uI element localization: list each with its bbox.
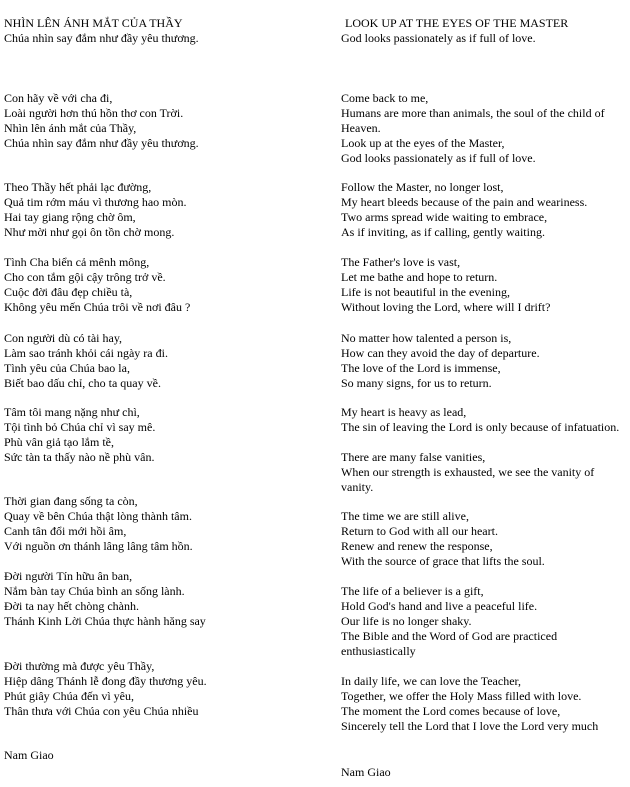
poem-line: Phù vân giả tạo lắm tề, bbox=[4, 435, 114, 449]
poem-line: Không yêu mến Chúa trôi về nơi đâu ? bbox=[4, 300, 191, 314]
poem-line: In daily life, we can love the Teacher, bbox=[341, 674, 522, 688]
poem-line: Tình yêu của Chúa bao la, bbox=[4, 361, 130, 375]
poem-line: No matter how talented a person is, bbox=[341, 331, 512, 345]
poem-line: Our life is no longer shaky. bbox=[341, 614, 472, 628]
poem-line: The time we are still alive, bbox=[341, 509, 469, 523]
poem-line: Sincerely tell the Lord that I love the Lord very much bbox=[341, 719, 599, 733]
poem-line: Chúa nhìn say đắm như đầy yêu thương. bbox=[4, 136, 199, 150]
poem-line: Look up at the eyes of the Master, bbox=[341, 136, 505, 150]
poem-line: As if inviting, as if calling, gently waiting. bbox=[341, 225, 545, 239]
poem-line: God looks passionately as if full of love. bbox=[341, 151, 536, 165]
poem-line: Đời người Tín hữu ân ban, bbox=[4, 569, 133, 583]
poem-line: Phút giây Chúa đến vì yêu, bbox=[4, 689, 134, 703]
poem-line: Con người dù có tài hay, bbox=[4, 331, 123, 345]
poem-line: When our strength is exhausted, we see the vanity of vanity. bbox=[341, 465, 595, 494]
poem-line: Canh tân đổi mới hồi âm, bbox=[4, 524, 127, 538]
poem-subtitle: God looks passionately as if full of love. bbox=[341, 31, 536, 45]
poem-line: The Bible and the Word of God are practiced enthusiastically bbox=[341, 629, 558, 658]
poem-line: Without loving the Lord, where will I drift? bbox=[341, 300, 551, 314]
poem-line: Con hãy về với cha đi, bbox=[4, 91, 113, 105]
poem-line: Together, we offer the Holy Mass filled with love. bbox=[341, 689, 582, 703]
poem-author: Nam Giao bbox=[341, 765, 391, 779]
poem-line: Cuộc đời đâu đẹp chiều tà, bbox=[4, 285, 133, 299]
poem-line: Sức tàn ta thấy nào nề phù vân. bbox=[4, 450, 155, 464]
english-poem-column bbox=[341, 0, 627, 787]
poem-line: Tội tình bỏ Chúa chỉ vì say mê. bbox=[4, 420, 156, 434]
poem-line: My heart bleeds because of the pain and weariness. bbox=[341, 195, 588, 209]
poem-line: Thánh Kinh Lời Chúa thực hành hăng say bbox=[4, 614, 206, 628]
poem-line: With the source of grace that lifts the soul. bbox=[341, 554, 545, 568]
poem-line: Đời thường mà được yêu Thầy, bbox=[4, 659, 155, 673]
poem-line: Come back to me, bbox=[341, 91, 429, 105]
poem-title: NHÌN LÊN ÁNH MẮT CỦA THẦY bbox=[4, 16, 183, 30]
poem-line: Như mời như gọi ôn tồn chờ mong. bbox=[4, 225, 175, 239]
poem-line: So many signs, for us to return. bbox=[341, 376, 492, 390]
poem-line: Renew and renew the response, bbox=[341, 539, 493, 553]
poem-author: Nam Giao bbox=[4, 748, 54, 762]
poem-line: Cho con tắm gội cậy trông trở về. bbox=[4, 270, 166, 284]
poem-line: There are many false vanities, bbox=[341, 450, 486, 464]
poem-line: Quay về bên Chúa thật lòng thành tâm. bbox=[4, 509, 192, 523]
poem-line: The love of the Lord is immense, bbox=[341, 361, 501, 375]
poem-line: Biết bao dấu chỉ, cho ta quay về. bbox=[4, 376, 161, 390]
poem-line: Life is not beautiful in the evening, bbox=[341, 285, 510, 299]
poem-line: The life of a believer is a gift, bbox=[341, 584, 484, 598]
poem-line: Theo Thầy hết phải lạc đường, bbox=[4, 180, 152, 194]
poem-line: Hiệp dâng Thánh lễ đong đầy thương yêu. bbox=[4, 674, 207, 688]
poem-line: Return to God with all our heart. bbox=[341, 524, 498, 538]
poem-line: Làm sao tránh khỏi cái ngày ra đi. bbox=[4, 346, 168, 360]
poem-line: The Father's love is vast, bbox=[341, 255, 461, 269]
poem-line: My heart is heavy as lead, bbox=[341, 405, 467, 419]
poem-line: Hold God's hand and live a peaceful life. bbox=[341, 599, 538, 613]
poem-subtitle: Chúa nhìn say đắm như đầy yêu thương. bbox=[4, 31, 199, 45]
poem-line: Thời gian đang sống ta còn, bbox=[4, 494, 138, 508]
poem-line: Quả tim rớm máu vì thương hao mòn. bbox=[4, 195, 187, 209]
poem-title: LOOK UP AT THE EYES OF THE MASTER bbox=[345, 16, 569, 30]
poem-line: Loài người hơn thú hồn thơ con Trời. bbox=[4, 106, 184, 120]
poem-line: The moment the Lord comes because of love, bbox=[341, 704, 561, 718]
vietnamese-poem-column bbox=[4, 0, 322, 787]
poem-line: Đời ta nay hết chòng chành. bbox=[4, 599, 139, 613]
poem-line: Tâm tôi mang nặng như chì, bbox=[4, 405, 140, 419]
poem-line: Let me bathe and hope to return. bbox=[341, 270, 498, 284]
poem-line: How can they avoid the day of departure. bbox=[341, 346, 540, 360]
poem-line: Hai tay giang rộng chờ ôm, bbox=[4, 210, 136, 224]
poem-line: Follow the Master, no longer lost, bbox=[341, 180, 504, 194]
poem-line: Two arms spread wide waiting to embrace, bbox=[341, 210, 548, 224]
poem-line: The sin of leaving the Lord is only because of infatuation. bbox=[341, 420, 620, 434]
poem-line: Tình Cha biển cả mênh mông, bbox=[4, 255, 150, 269]
poem-line: Humans are more than animals, the soul of the child of Heaven. bbox=[341, 106, 605, 135]
poem-line: Thân thưa với Chúa con yêu Chúa nhiều bbox=[4, 704, 199, 718]
poem-line: Nắm bàn tay Chúa bình an sống lành. bbox=[4, 584, 185, 598]
poem-line: Với nguồn ơn thánh lâng lâng tâm hồn. bbox=[4, 539, 193, 553]
poem-line: Nhìn lên ánh mắt của Thầy, bbox=[4, 121, 137, 135]
